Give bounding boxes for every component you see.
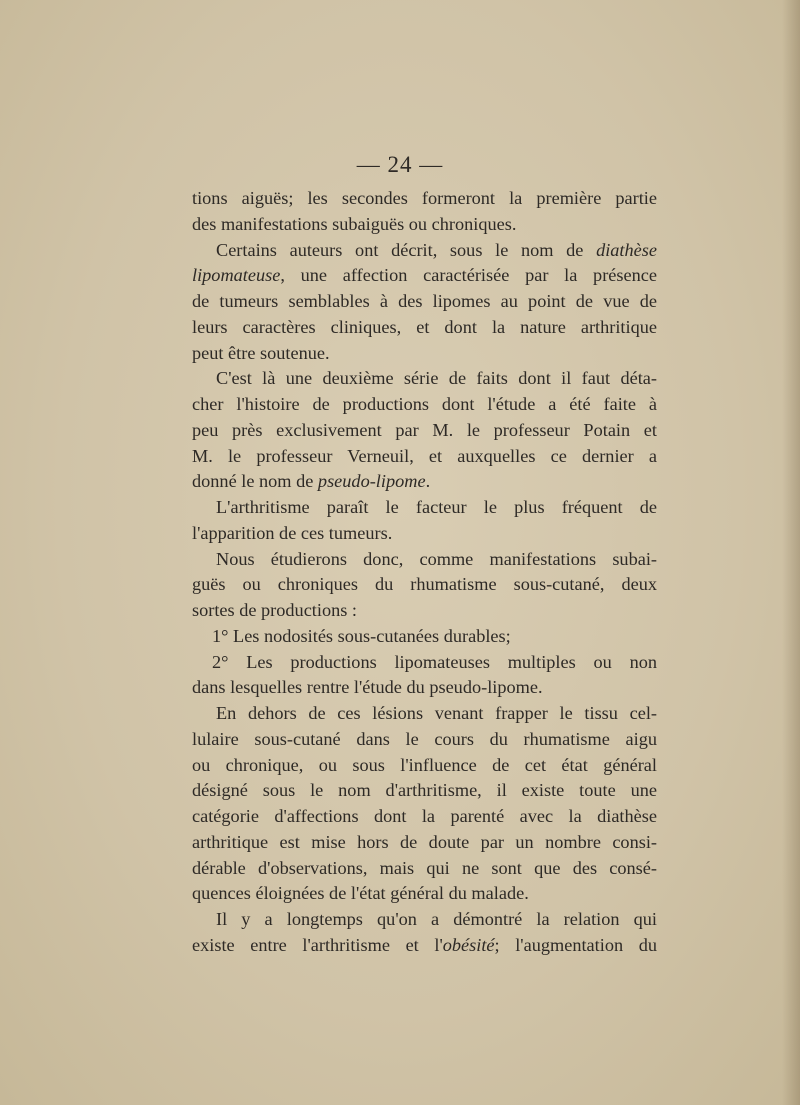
italic-text: pseudo-lipome	[317, 471, 426, 492]
text-line	[192, 572, 657, 598]
text-segment: dans lesquelles rentre l'étude du pseudo-lipome.	[192, 677, 543, 698]
text-segment: tions aiguës; les secondes formeront la première partie	[192, 188, 657, 208]
text-segment: L'arthritisme paraît le facteur le plus fréquent de	[216, 497, 657, 517]
text-segment: désigné sous le nom d'arthritisme, il existe toute une	[192, 780, 657, 801]
text-line	[192, 856, 657, 882]
text-line	[192, 263, 657, 289]
text-segment: En dehors de ces lésions venant frapper le tissu cel-	[216, 703, 657, 723]
text-segment: de tumeurs semblables à des lipomes au point de vue de	[192, 291, 657, 311]
text-line	[192, 366, 657, 392]
text-line	[192, 753, 657, 779]
text-line	[192, 727, 657, 753]
text-segment: des manifestations subaiguës ou chroniques.	[192, 213, 517, 234]
text-segment: dérable d'observations, mais qui ne sont que des consé-	[192, 857, 657, 878]
text-line	[192, 238, 657, 264]
text-line	[192, 804, 657, 830]
text-segment: sortes de productions :	[192, 600, 358, 620]
text-line	[192, 392, 657, 418]
text-segment: quences éloignées de l'état général du malade.	[192, 883, 529, 904]
text-segment: donné le nom de	[192, 471, 318, 492]
text-segment: ; l'augmentation du	[494, 934, 657, 955]
text-segment: arthritique est mise hors de doute par un nombre consi-	[192, 831, 657, 852]
text-segment: leurs caractères cliniques, et dont la nature arthritique	[192, 316, 657, 337]
italic-text: diathèse	[596, 239, 657, 260]
text-line	[192, 650, 657, 676]
text-line	[192, 907, 657, 933]
text-segment: Il y a longtemps qu'on a démontré la relation qui	[216, 909, 657, 929]
text-line	[192, 212, 657, 238]
text-line	[192, 933, 657, 959]
text-line	[192, 830, 657, 856]
text-segment: existe entre l'arthritisme et l'	[192, 934, 443, 955]
text-segment: ou chronique, ou sous l'influence de cet état général	[192, 754, 657, 775]
text-segment: C'est là une deuxième série de faits dont il faut déta-	[216, 368, 657, 389]
italic-text: obésité	[442, 934, 495, 955]
text-line	[192, 521, 657, 547]
text-segment: Certains auteurs ont décrit, sous le nom de	[216, 239, 597, 260]
text-segment: Nous étudierons donc, comme manifestations subai-	[216, 548, 657, 569]
text-segment: peut être soutenue.	[192, 342, 330, 363]
text-line	[192, 624, 657, 650]
text-segment: M. le professeur Verneuil, et auxquelles ce dernier a	[192, 445, 657, 466]
text-segment: catégorie d'affections dont la parenté avec la diathèse	[192, 806, 657, 826]
text-segment: 1° Les nodosités sous-cutanées durables;	[212, 625, 511, 646]
text-line	[192, 444, 657, 470]
text-line	[192, 469, 657, 495]
text-line	[192, 418, 657, 444]
text-segment: peu près exclusivement par M. le professeur Potain et	[192, 419, 657, 440]
text-line	[192, 675, 657, 701]
body-text	[192, 186, 657, 959]
text-segment: lulaire sous-cutané dans le cours du rhumatisme aigu	[192, 728, 657, 749]
text-segment: l'apparition de ces tumeurs.	[192, 522, 393, 543]
text-line	[192, 495, 657, 521]
text-line	[192, 701, 657, 727]
italic-text: lipomateuse	[192, 265, 281, 286]
text-segment: , une affection caractérisée par la présence	[280, 265, 657, 286]
text-line	[192, 547, 657, 573]
text-line	[192, 186, 657, 212]
text-line	[192, 881, 657, 907]
text-segment: guës ou chroniques du rhumatisme sous-cutané, deux	[192, 574, 657, 595]
text-segment: cher l'histoire de productions dont l'étude a été faite à	[192, 394, 657, 414]
text-segment: 2° Les productions lipomateuses multiples ou non	[212, 651, 657, 672]
page-number: — 24 —	[356, 152, 444, 177]
text-segment: .	[425, 471, 431, 492]
text-line	[192, 778, 657, 804]
text-line	[192, 289, 657, 315]
text-line	[192, 598, 657, 624]
text-line	[192, 315, 657, 341]
text-line	[192, 341, 657, 367]
